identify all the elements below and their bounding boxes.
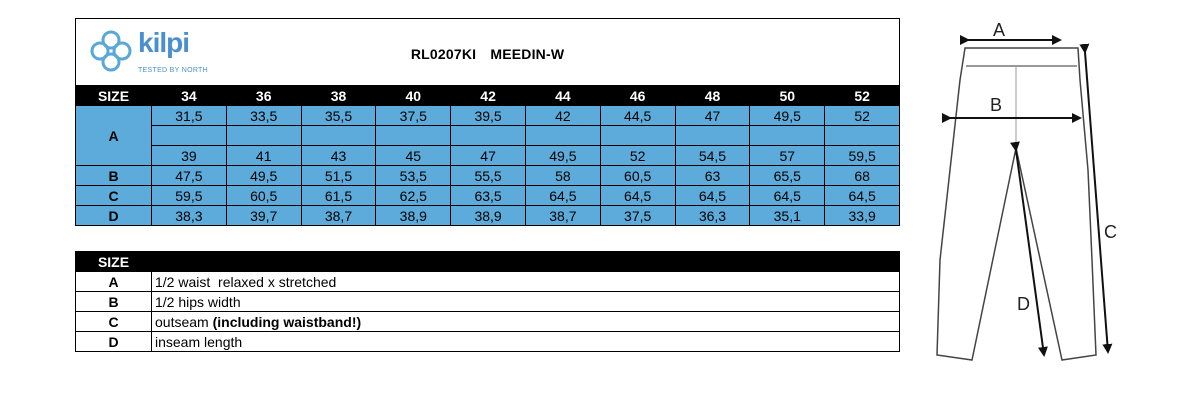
table-cell: 68 xyxy=(825,166,900,186)
table-cell: 49,5 xyxy=(226,166,301,186)
table-cell: 64,5 xyxy=(675,186,750,206)
row-label-a: A xyxy=(76,106,152,166)
product-title xyxy=(76,46,899,62)
legend-row xyxy=(76,312,900,332)
size-cell: 34 xyxy=(152,86,227,106)
table-cell: 43 xyxy=(301,146,376,166)
table-cell: 39,7 xyxy=(226,206,301,226)
label-c: C xyxy=(1104,222,1117,242)
table-row xyxy=(76,206,900,226)
size-cell: 40 xyxy=(376,86,451,106)
pants-diagram xyxy=(920,10,1190,380)
table-cell: 47,5 xyxy=(152,166,227,186)
legend-key: A xyxy=(76,272,152,292)
table-cell: 63,5 xyxy=(451,186,526,206)
table-cell: 64,5 xyxy=(825,186,900,206)
table-cell xyxy=(152,126,227,146)
size-cell: 52 xyxy=(825,86,900,106)
table-cell: 37,5 xyxy=(376,106,451,126)
table-cell: 54,5 xyxy=(675,146,750,166)
legend-note: (including waistband!) xyxy=(212,313,362,330)
label-d: D xyxy=(1017,294,1030,314)
table-cell: 57 xyxy=(750,146,825,166)
table-cell: 65,5 xyxy=(750,166,825,186)
table-cell xyxy=(376,126,451,146)
size-cell: 36 xyxy=(226,86,301,106)
table-cell: 38,9 xyxy=(376,206,451,226)
size-header-row xyxy=(76,86,900,106)
table-cell: 33,9 xyxy=(825,206,900,226)
size-cell: 44 xyxy=(525,86,600,106)
size-chart-table xyxy=(75,18,900,226)
chart-header xyxy=(76,19,900,86)
table-row xyxy=(76,146,900,166)
legend-header-blank xyxy=(152,252,900,272)
table-cell xyxy=(750,126,825,146)
table-cell: 42 xyxy=(525,106,600,126)
legend-header-row xyxy=(76,252,900,272)
size-cell: 42 xyxy=(451,86,526,106)
table-cell xyxy=(451,126,526,146)
table-cell xyxy=(675,126,750,146)
table-cell xyxy=(600,126,675,146)
table-cell: 38,9 xyxy=(451,206,526,226)
size-cell: 46 xyxy=(600,86,675,106)
table-cell: 62,5 xyxy=(376,186,451,206)
legend-key: D xyxy=(76,332,152,352)
table-cell: 47 xyxy=(451,146,526,166)
table-cell: 41 xyxy=(226,146,301,166)
table-cell: 39,5 xyxy=(451,106,526,126)
table-cell: 52 xyxy=(825,106,900,126)
table-cell: 52 xyxy=(600,146,675,166)
table-cell: 37,5 xyxy=(600,206,675,226)
table-cell: 31,5 xyxy=(152,106,227,126)
row-label-b: B xyxy=(76,166,152,186)
table-cell: 64,5 xyxy=(525,186,600,206)
label-a: A xyxy=(993,20,1006,40)
table-cell: 55,5 xyxy=(451,166,526,186)
product-name: MEEDIN-W xyxy=(490,46,565,62)
table-cell: 49,5 xyxy=(525,146,600,166)
table-cell xyxy=(825,126,900,146)
legend-key: B xyxy=(76,292,152,312)
legend-row xyxy=(76,292,900,312)
size-cell: 38 xyxy=(301,86,376,106)
table-cell: 35,1 xyxy=(750,206,825,226)
table-cell: 33,5 xyxy=(226,106,301,126)
brand-name: kilpi xyxy=(138,27,190,58)
size-cell: 48 xyxy=(675,86,750,106)
label-b: B xyxy=(990,95,1003,115)
table-cell: 38,3 xyxy=(152,206,227,226)
table-row xyxy=(76,126,900,146)
product-code: RL0207KI xyxy=(410,46,477,62)
table-cell: 58 xyxy=(525,166,600,186)
table-cell: 35,5 xyxy=(301,106,376,126)
legend-text: 1/2 hips width xyxy=(152,292,900,312)
table-cell: 45 xyxy=(376,146,451,166)
measurement-legend xyxy=(75,251,900,352)
table-cell: 51,5 xyxy=(301,166,376,186)
brand-tagline: TESTED BY NORTH xyxy=(138,67,208,74)
table-cell: 60,5 xyxy=(600,166,675,186)
table-cell xyxy=(226,126,301,146)
row-label-c: C xyxy=(76,186,152,206)
table-cell: 49,5 xyxy=(750,106,825,126)
table-cell: 47 xyxy=(675,106,750,126)
table-cell: 61,5 xyxy=(301,186,376,206)
table-row xyxy=(76,186,900,206)
table-cell: 64,5 xyxy=(600,186,675,206)
legend-key: C xyxy=(76,312,152,332)
table-cell: 53,5 xyxy=(376,166,451,186)
table-cell: 39 xyxy=(152,146,227,166)
legend-row xyxy=(76,272,900,292)
table-cell: 59,5 xyxy=(152,186,227,206)
legend-row xyxy=(76,332,900,352)
legend-header-label: SIZE xyxy=(76,252,152,272)
size-cell: 50 xyxy=(750,86,825,106)
size-header-label: SIZE xyxy=(76,86,152,106)
table-cell: 44,5 xyxy=(600,106,675,126)
row-label-d: D xyxy=(76,206,152,226)
legend-text: 1/2 waist relaxed x stretched xyxy=(152,272,900,292)
table-cell: 60,5 xyxy=(226,186,301,206)
table-row xyxy=(76,166,900,186)
legend-text: inseam length xyxy=(152,332,900,352)
table-cell: 38,7 xyxy=(301,206,376,226)
table-cell: 36,3 xyxy=(675,206,750,226)
table-cell: 64,5 xyxy=(750,186,825,206)
table-cell xyxy=(525,126,600,146)
table-row xyxy=(76,106,900,126)
table-cell xyxy=(301,126,376,146)
table-cell: 59,5 xyxy=(825,146,900,166)
legend-text: outseam (including waistband!) xyxy=(152,312,900,332)
table-cell: 63 xyxy=(675,166,750,186)
table-cell: 38,7 xyxy=(525,206,600,226)
